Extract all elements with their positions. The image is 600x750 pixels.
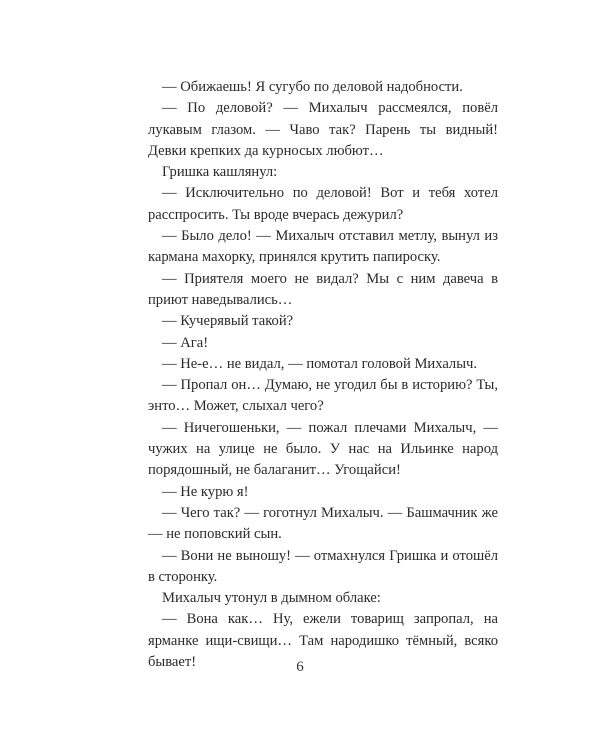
paragraph: — Не-е… не видал, — помотал головой Михалыч. — [162, 355, 478, 372]
paragraph: Михалыч утонул в дымном облаке: — [162, 590, 381, 607]
paragraph: Гришка кашлянул: — [162, 164, 278, 181]
paragraph: — Чего так? — гоготнул Михалыч. — Башмачник же — не поповский сын. — [148, 504, 498, 543]
paragraph: — Исключительно по деловой! Вот и тебя хотел расспросить. Ты вроде вчерась дежурил? — [148, 185, 498, 223]
page-number: 6 — [296, 659, 304, 675]
paragraph: — Ага! — [162, 334, 209, 351]
paragraph: — Приятеля моего не видал? Мы с ним давеча в приют наведывались… — [148, 270, 498, 308]
paragraph: — Не курю я! — [162, 483, 249, 500]
paragraph: — Кучерявый такой? — [162, 313, 294, 330]
paragraph: — Вона как… Ну, ежели товарищ запропал, на ярманке ищи-свищи… Там народишко тёмный, всяко бывает! — [148, 611, 498, 671]
paragraph: — Пропал он… Думаю, не угодил бы в историю? Ты, энто… Может, слыхал чего? — [148, 377, 498, 415]
paragraph: — По деловой? — Михалыч рассмеялся, повёл лукавым глазом. — Чаво так? Парень ты видный! Девки крепких да курносых любют… — [148, 100, 498, 159]
paragraph: — Ничегошеньки, — пожал плечами Михалыч, — чужих на улице не было. У нас на Ильинке народ порядошный, не балаганит… Угощайси! — [148, 419, 498, 479]
paragraph: — Вони не выношу! — отмахнулся Гришка и отошёл в сторонку. — [148, 547, 498, 585]
paragraph: — Обижаешь! Я сугубо по деловой надобности. — [162, 79, 463, 95]
body-text — [148, 77, 498, 673]
paragraph: — Было дело! — Михалыч отставил метлу, вынул из кармана махорку, принялся крутить папироску. — [148, 228, 498, 266]
